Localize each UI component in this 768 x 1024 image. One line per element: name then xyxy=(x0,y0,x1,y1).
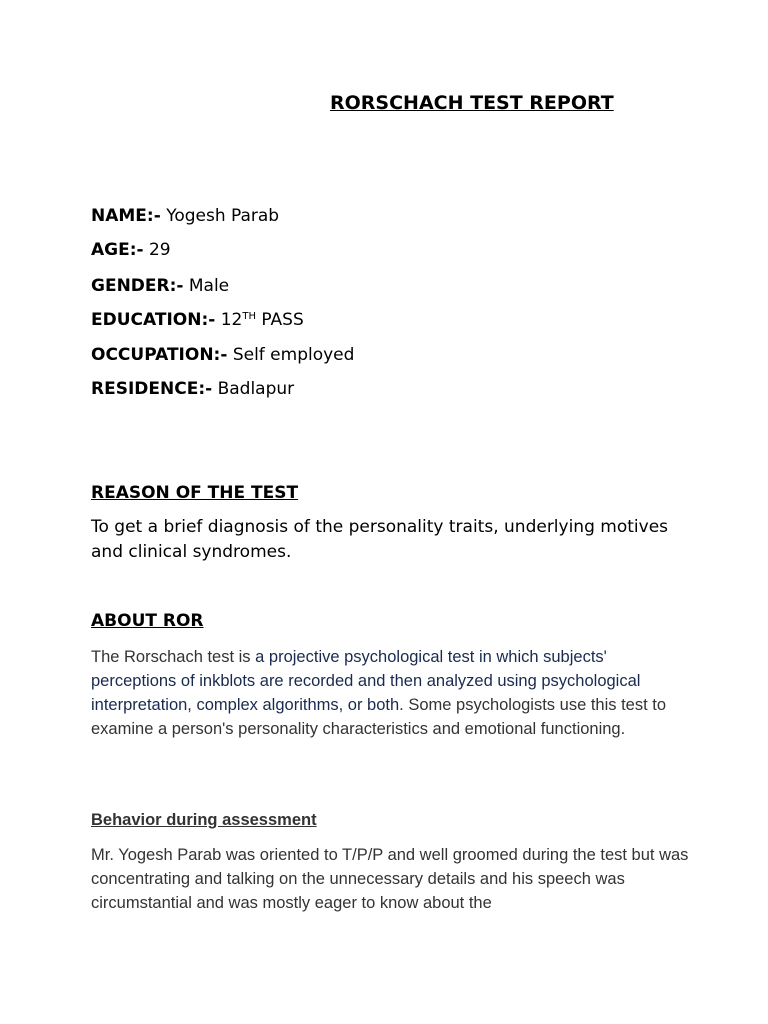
field-name xyxy=(91,206,279,226)
field-occupation-value: Self employed xyxy=(232,345,355,365)
field-age-label: AGE:- xyxy=(91,240,144,260)
about-text-pre: The Rorschach test is xyxy=(91,648,256,666)
report-title: RORSCHACH TEST REPORT xyxy=(330,92,614,114)
field-residence xyxy=(91,379,294,399)
reason-heading: REASON OF THE TEST xyxy=(91,483,299,503)
field-occupation xyxy=(91,345,354,365)
field-residence-value: Badlapur xyxy=(217,379,295,399)
field-education-value: 12 xyxy=(220,310,243,330)
field-age-value: 29 xyxy=(148,240,171,260)
field-gender-value: Male xyxy=(188,276,230,296)
field-gender xyxy=(91,276,229,296)
about-text xyxy=(91,645,691,741)
field-education xyxy=(91,310,304,330)
about-heading: ABOUT ROR xyxy=(91,611,204,631)
field-age xyxy=(91,240,171,260)
behavior-text: Mr. Yogesh Parab was oriented to T/P/P and well groomed during the test but was concentrating and talking on the unnecessary details and his speech was circumstantial and was mostly eager to know about the xyxy=(91,846,689,912)
field-name-label: NAME:- xyxy=(91,206,161,226)
field-education-suffix: PASS xyxy=(261,310,304,330)
field-education-label: EDUCATION:- xyxy=(91,310,216,330)
about-text-post: . Some psychologists use this test to examine a person's personality characteristics and emotional functioning. xyxy=(91,696,667,738)
behavior-heading: Behavior during assessment xyxy=(91,811,317,829)
field-education-superscript: TH xyxy=(242,311,256,322)
field-occupation-label: OCCUPATION:- xyxy=(91,345,228,365)
about-text-highlight: a projective psychological test in which subjects' perceptions of inkblots are recorded and then analyzed using psychological interpretation, complex algorithms, or both xyxy=(91,648,641,714)
field-residence-label: RESIDENCE:- xyxy=(91,379,213,399)
field-gender-label: GENDER:- xyxy=(91,276,184,296)
reason-text: To get a brief diagnosis of the personality traits, underlying motives and clinical syndromes. xyxy=(91,517,669,562)
field-name-value: Yogesh Parab xyxy=(166,206,280,226)
